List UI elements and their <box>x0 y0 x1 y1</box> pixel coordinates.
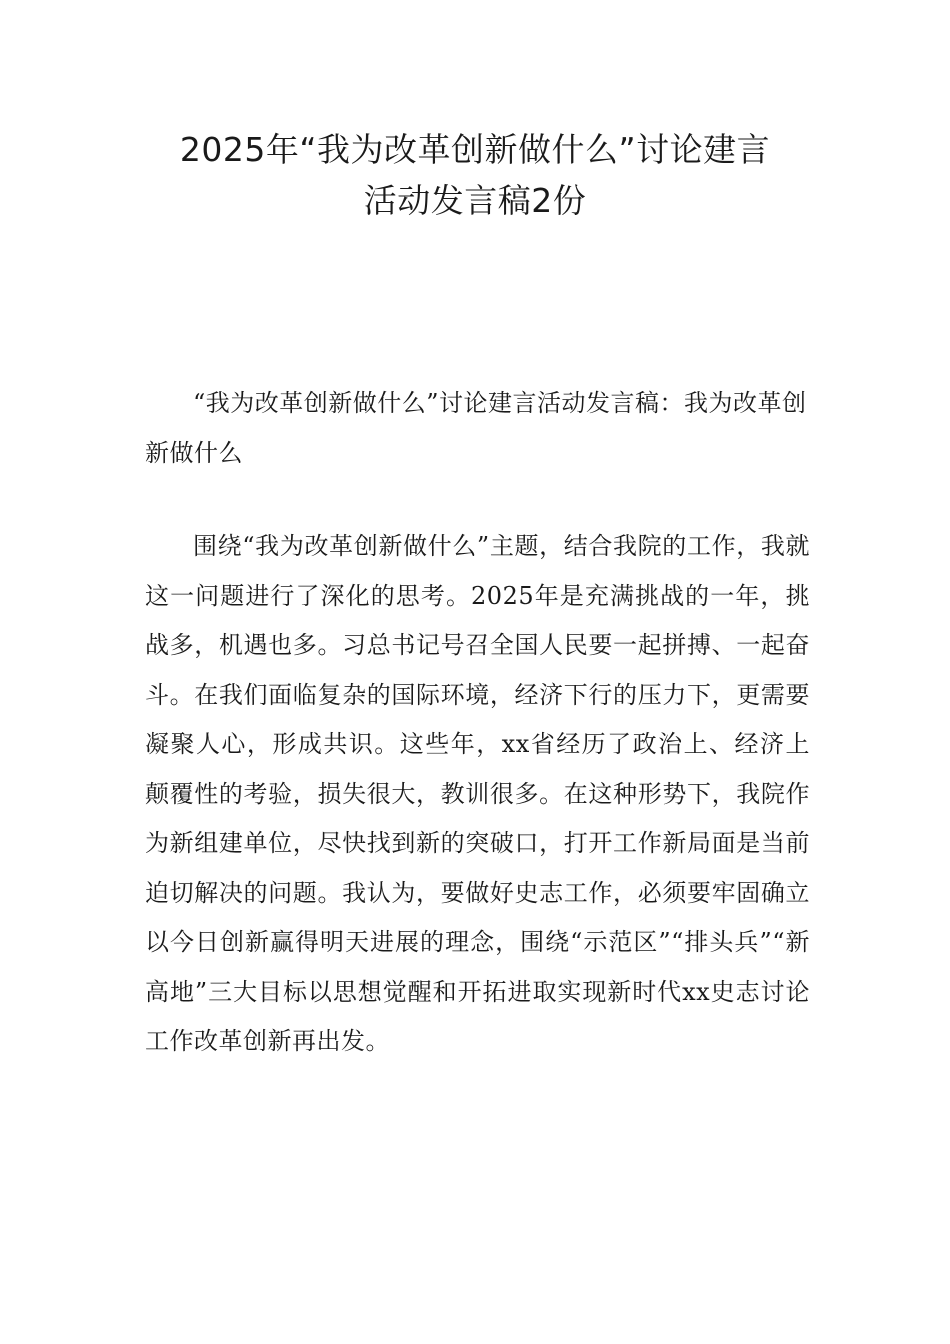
document-title <box>140 124 810 226</box>
section-subtitle: “我为改革创新做什么”讨论建言活动发言稿：我为改革创新做什么 <box>145 389 807 467</box>
document-title-line-1: 2025年“我为改革创新做什么”讨论建言 <box>179 130 771 169</box>
body-paragraph: 围绕“我为改革创新做什么”主题，结合我院的工作，我就这一问题进行了深化的思考。2025年是充满挑战的一年，挑战多，机遇也多。习总书记号召全国人民要一起拼搏、一起奋斗。在我们面临复杂的国际环境，经济下行的压力下，更需要凝聚人心，形成共识。这些年，xx省经历了政治上、经济上颠覆性的考验，损失很大，教训很多。在这种形势下，我院作为新组建单位，尽快找到新的突破口，打开工作新局面是当前迫切解决的问题。我认为，要做好史志工作，必须要牢固确立以今日创新赢得明天进展的理念，围绕“示范区”“排头兵”“新高地”三大目标以思想觉醒和开拓进取实现新时代xx史志讨论工作改革创新再出发。 <box>145 532 810 1055</box>
document-title-line-2: 活动发言稿2份 <box>363 181 587 220</box>
